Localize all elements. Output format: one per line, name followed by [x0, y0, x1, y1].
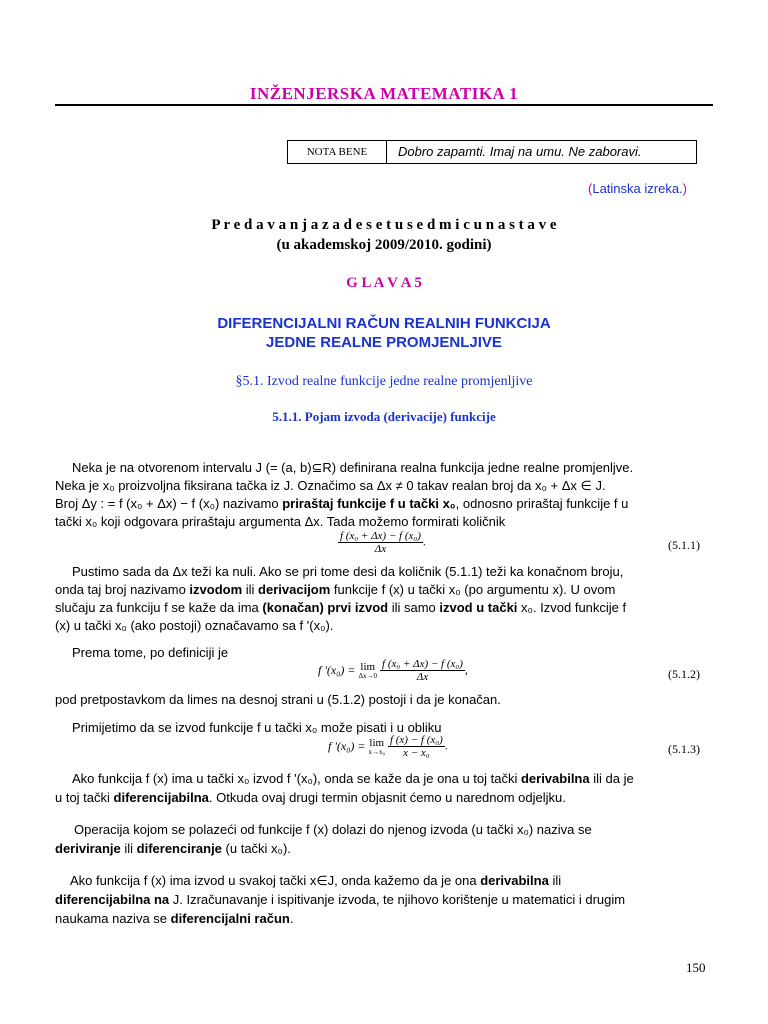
formula-5-1-1 — [338, 530, 426, 555]
p5-line2-c: . Otkuda ovaj drugi termin objasnit ćemo u narednom odjeljku. — [208, 790, 566, 805]
latin-text: Latinska izreka. — [592, 181, 683, 196]
nota-bene-motto: Dobro zapamti. Imaj na umu. Ne zaboravi. — [398, 144, 642, 159]
p2-line3 — [55, 600, 626, 615]
p5-line1-c: ili da je — [589, 771, 634, 786]
p3-line2: pod pretpostavkom da limes na desnoj strani u (5.1.2) postoji i da je konačan. — [55, 692, 501, 707]
p7-line3-term: diferencijalni račun — [170, 911, 290, 926]
p2-line2-term2: derivacijom — [258, 582, 331, 597]
f3-limit — [369, 738, 385, 756]
p2-line2-e: funkcije f (x) u tački x₀ (po argumentu x). U ovom — [330, 582, 616, 597]
p2-line1: Pustimo sada da Δx teži ka nuli. Ako se pri tome desi da količnik (5.1.1) teži ka konačnom broju, — [72, 564, 624, 579]
latin-open-paren: ( — [588, 181, 593, 196]
p5-line2-term: diferencijabilna — [113, 790, 209, 805]
p1-line3 — [55, 496, 628, 511]
header-rule — [55, 104, 713, 106]
p7-line1 — [70, 873, 561, 889]
dq-numerator: f (x₀ + Δx) − f (x₀) — [340, 530, 421, 542]
eq-number-5-1-2: (5.1.2) — [668, 667, 700, 681]
p5-line2 — [55, 790, 566, 805]
f2-denominator: Δx — [416, 671, 429, 683]
f2-lhs: f '(x₀) = — [318, 663, 356, 677]
document-title: INŽENJERSKA MATEMATIKA 1 — [249, 84, 519, 103]
f3-denominator: x − x₀ — [403, 747, 430, 759]
formula-5-1-3 — [328, 734, 448, 759]
formula-5-1-2 — [318, 658, 468, 683]
lecture-title: P r e d a v a n j a z a d e s e t u s e d m i c u n a s t a v e — [211, 217, 557, 233]
f2-fraction — [380, 658, 465, 683]
p2-line3-e: x₀. Izvod funkcije f — [517, 600, 627, 615]
section-title: §5.1. Izvod realne funkcije jedne realne promjenljive — [235, 374, 533, 389]
nota-bene-box — [287, 140, 697, 164]
p6-line2 — [55, 841, 291, 856]
p1-line3-c: , odnosno priraštaj funkcije f u — [455, 496, 629, 511]
p1-line1: Neka je na otvorenom intervalu J (= (a, b)⊆R) definirana realna funkcija jedne realne promjenljve. — [72, 460, 634, 475]
p3-line1: Prema tome, po definiciji je — [72, 645, 229, 660]
p5-line1-a: Ako funkcija f (x) ima u tački x₀ izvod f '(x₀), onda se kaže da je ona u toj tački — [72, 771, 521, 786]
latin-saying-note — [588, 181, 687, 196]
f2-limit — [359, 662, 378, 680]
p7-line2-term: diferencijabilna na — [55, 892, 170, 907]
p4-line1: Primijetimo da se izvod funkcije f u tački x₀ može pisati i u obliku — [72, 720, 442, 735]
dq-denominator: Δx — [374, 543, 387, 555]
lecture-year: (u akademskoj 2009/2010. godini) — [276, 237, 492, 253]
p2-line2-c: ili — [242, 582, 259, 597]
f2-lim-word: lim — [360, 660, 376, 673]
f3-numerator: f (x) − f (x₀) — [389, 734, 443, 746]
f3-end: . — [444, 738, 448, 753]
f3-fraction — [388, 734, 445, 759]
p6-line2-b: ili — [120, 841, 137, 856]
f2-lim-sub: Δx→0 — [358, 671, 378, 680]
p1-line4: tački x₀ koji odgovara priraštaju argumenta Δx. Tada možemo formirati količnik — [55, 514, 506, 529]
f3-lhs: f '(x₀) = — [328, 739, 366, 753]
p7-line2 — [55, 892, 625, 907]
p1-line2: Neka je x₀ proizvoljna fiksirana tačka iz J. Označimo sa Δx ≠ 0 takav realan broj da x₀ + Δx ∈ J. — [55, 478, 606, 493]
p7-line1-term: derivabilna — [480, 873, 549, 888]
p2-line3-c: ili samo — [388, 600, 440, 615]
p7-line3 — [55, 911, 293, 926]
p2-line3-a: slučaju za funkciju f se kaže da ima — [55, 600, 263, 615]
formula-5-1-1-end: . — [422, 534, 426, 549]
p6-line2-term2: diferenciranje — [136, 841, 222, 856]
nota-bene-label: NOTA BENE — [288, 141, 387, 163]
p7-line3-c: . — [289, 911, 294, 926]
p7-line3-a: naukama naziva se — [55, 911, 171, 926]
p2-line3-term1: (konačan) prvi izvod — [262, 600, 389, 615]
f3-lim-word: lim — [369, 736, 385, 749]
p1-line3-a: Broj Δy : = f (x₀ + Δx) − f (x₀) nazivamo — [55, 496, 283, 511]
f2-end: , — [464, 662, 468, 677]
f3-lim-sub: x→x₀ — [368, 747, 385, 756]
p2-line2 — [55, 582, 615, 597]
difference-quotient — [338, 530, 423, 555]
eq-number-5-1-1: (5.1.1) — [668, 538, 700, 552]
latin-close-paren: ) — [682, 181, 688, 196]
page-number: 150 — [686, 960, 706, 975]
f2-numerator: f (x₀ + Δx) − f (x₀) — [382, 658, 463, 670]
p7-line1-c: ili — [548, 873, 562, 888]
p7-line1-a: Ako funkcija f (x) ima izvod u svakoj tački x∈J, onda kažemo da je ona — [70, 873, 481, 888]
p2-line4: (x) u tački x₀ (ako postoji) označavamo sa f '(x₀). — [55, 618, 334, 633]
p5-line2-a: u toj tački — [55, 790, 114, 805]
p2-line3-term2: izvod u tački — [439, 600, 518, 615]
chapter-title-line2: JEDNE REALNE PROMJENLJIVE — [266, 334, 502, 351]
p2-line2-a: onda taj broj nazivamo — [55, 582, 190, 597]
p5-line1 — [72, 771, 634, 786]
subsection-title: 5.1.1. Pojam izvoda (derivacije) funkcije — [272, 409, 496, 424]
p1-line3-term: priraštaj funkcije f u tački x₀ — [282, 496, 456, 511]
chapter-label: G L A V A 5 — [346, 275, 422, 291]
p6-line2-term1: deriviranje — [55, 841, 121, 856]
eq-number-5-1-3: (5.1.3) — [668, 742, 700, 756]
p6-line1: Operacija kojom se polazeći od funkcije f (x) dolazi do njenog izvoda (u tački x₀) naziva se — [74, 822, 592, 837]
p7-line2-b: J. Izračunavanje i ispitivanje izvoda, te njihovo korištenje u matematici i drugim — [169, 892, 626, 907]
p6-line2-d: (u tački x₀). — [221, 841, 291, 856]
p5-line1-term: derivabilna — [520, 771, 590, 786]
chapter-title-line1: DIFERENCIJALNI RAČUN REALNIH FUNKCIJA — [217, 315, 551, 332]
p2-line2-term1: izvodom — [189, 582, 243, 597]
